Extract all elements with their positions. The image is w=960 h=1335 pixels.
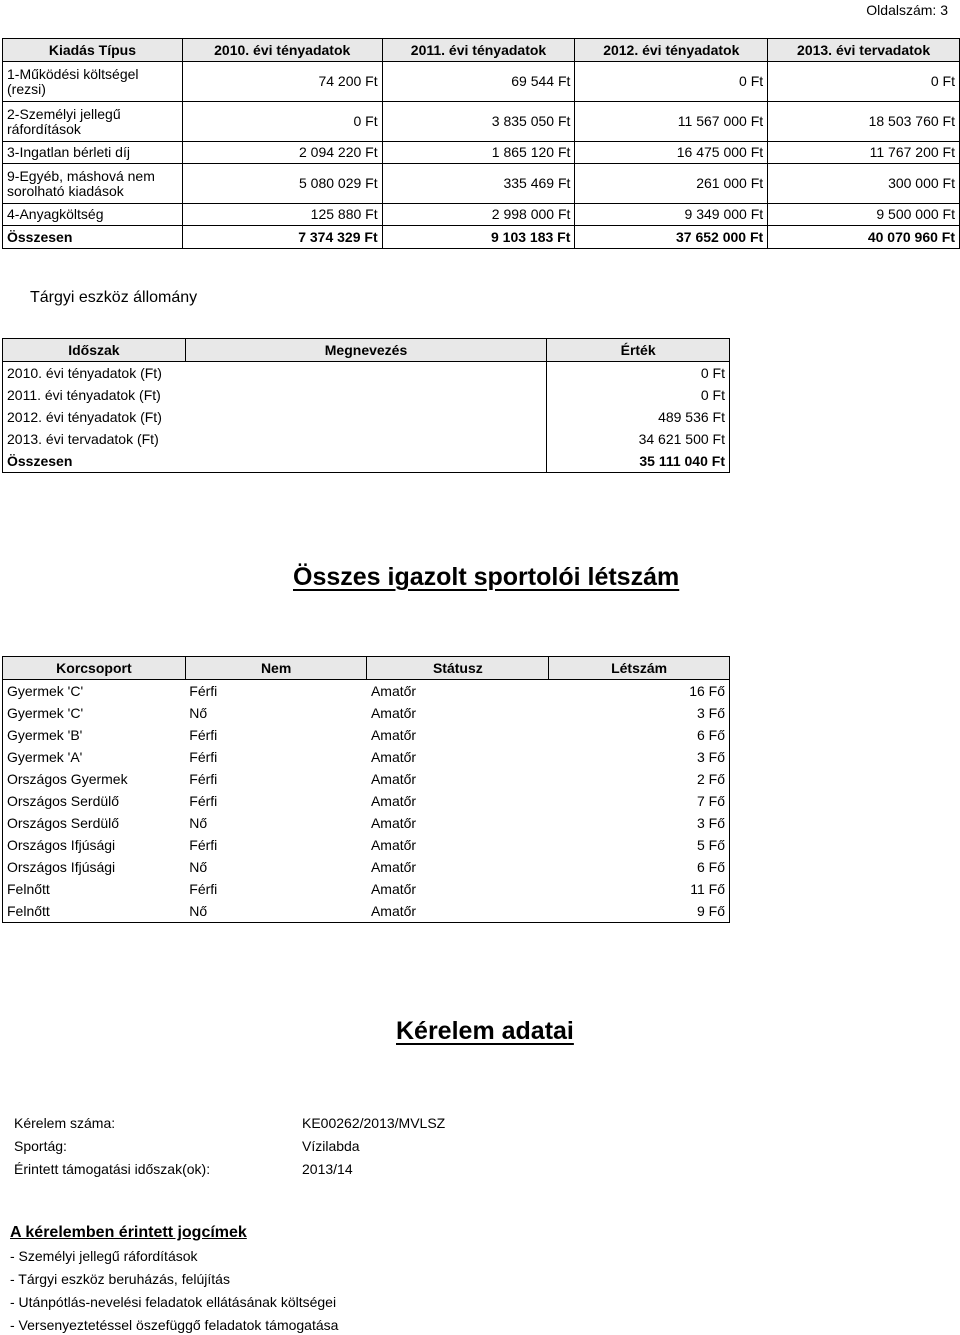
- athlete-age-group: Országos Ifjúsági: [3, 856, 186, 878]
- athlete-gender: Nő: [189, 704, 208, 721]
- athletes-row: [3, 900, 730, 923]
- athlete-age-group: Országos Serdülő: [3, 812, 186, 834]
- athlete-age-group: Országos Ifjúsági: [3, 834, 186, 856]
- athletes-header-status: Státusz: [367, 657, 549, 680]
- expense-value: 74 200 Ft: [182, 62, 382, 102]
- expenses-row: [3, 102, 960, 142]
- period-value: 2013/14: [302, 1161, 353, 1177]
- athlete-gender: Férfi: [189, 792, 218, 809]
- athlete-status: Amatőr: [370, 726, 417, 743]
- expenses-header-2013: 2013. évi tervadatok: [768, 39, 960, 62]
- athletes-row: [3, 746, 730, 768]
- expense-total-value: 40 070 960 Ft: [768, 226, 960, 249]
- expense-value: 300 000 Ft: [768, 164, 960, 204]
- expense-type-line1: 9-Egyéb, máshová nem: [7, 167, 155, 184]
- expense-value: 11 767 200 Ft: [768, 142, 960, 164]
- expense-type-line2: sorolható kiadások: [7, 182, 124, 199]
- asset-value: 34 621 500 Ft: [547, 428, 730, 450]
- athlete-gender: Férfi: [189, 836, 218, 853]
- expense-value: 125 880 Ft: [182, 204, 382, 226]
- expense-value: 11 567 000 Ft: [575, 102, 768, 142]
- page-number: Oldalszám: 3: [866, 2, 948, 18]
- expenses-header-2010: 2010. évi tényadatok: [182, 39, 382, 62]
- expense-total-value: 9 103 183 Ft: [382, 226, 575, 249]
- athlete-age-group: Gyermek 'B': [3, 724, 186, 746]
- expense-type-label: [3, 62, 183, 102]
- athlete-count: 16 Fő: [549, 680, 730, 703]
- expenses-table: [2, 38, 960, 249]
- title-item: - Személyi jellegű ráfordítások: [10, 1248, 198, 1264]
- request-number-label: Kérelem száma:: [14, 1115, 116, 1131]
- asset-name: [185, 384, 546, 406]
- athletes-header-gender: Nem: [185, 657, 367, 680]
- assets-row: [3, 428, 730, 450]
- athlete-gender: Nő: [189, 858, 208, 875]
- expenses-row: [3, 142, 960, 164]
- expenses-row: [3, 62, 960, 102]
- athlete-count: 5 Fő: [549, 834, 730, 856]
- asset-value: 0 Ft: [547, 362, 730, 385]
- sport-value: Vízilabda: [302, 1138, 360, 1154]
- expense-value: 9 500 000 Ft: [768, 204, 960, 226]
- athlete-count: 9 Fő: [549, 900, 730, 923]
- expense-value: 0 Ft: [575, 62, 768, 102]
- expense-value: 261 000 Ft: [575, 164, 768, 204]
- expense-type-label: 4-Anyagköltség: [3, 204, 183, 226]
- assets-table: [2, 338, 730, 473]
- expense-type-label: [3, 102, 183, 142]
- athletes-row: [3, 680, 730, 703]
- athletes-title: Összes igazolt sportolói létszám: [293, 563, 680, 591]
- asset-period: 2012. évi tényadatok (Ft): [3, 406, 186, 428]
- athlete-status: Amatőr: [370, 814, 417, 831]
- expense-value: 0 Ft: [182, 102, 382, 142]
- athletes-header-row: [3, 657, 730, 680]
- athlete-count: 2 Fő: [549, 768, 730, 790]
- athlete-status: Amatőr: [370, 704, 417, 721]
- title-item: - Utánpótlás-nevelési feladatok ellátásának költségei: [10, 1294, 337, 1310]
- expense-type-label: [3, 164, 183, 204]
- athletes-header-age-group: Korcsoport: [3, 657, 186, 680]
- athlete-status: Amatőr: [370, 792, 417, 809]
- athlete-age-group: Országos Serdülő: [3, 790, 186, 812]
- athlete-age-group: Felnőtt: [3, 900, 186, 923]
- athletes-row: [3, 790, 730, 812]
- expense-type-line2: (rezsi): [7, 80, 46, 97]
- expenses-row: [3, 204, 960, 226]
- request-title: Kérelem adatai: [396, 1017, 574, 1045]
- expense-value: 0 Ft: [768, 62, 960, 102]
- athlete-count: 6 Fő: [549, 856, 730, 878]
- assets-total-name: [185, 450, 546, 473]
- athlete-status: Amatőr: [370, 682, 417, 699]
- athlete-status: Amatőr: [370, 836, 417, 853]
- asset-value: 0 Ft: [547, 384, 730, 406]
- athlete-age-group: Gyermek 'C': [3, 702, 186, 724]
- asset-value: 489 536 Ft: [547, 406, 730, 428]
- expense-type-line1: 1-Működési költségel: [7, 65, 139, 82]
- athletes-header-count: Létszám: [549, 657, 730, 680]
- athletes-row: [3, 834, 730, 856]
- expenses-header-2012: 2012. évi tényadatok: [575, 39, 768, 62]
- expenses-row: [3, 164, 960, 204]
- athlete-age-group: Gyermek 'C': [3, 680, 186, 703]
- athlete-count: 3 Fő: [549, 746, 730, 768]
- athlete-count: 3 Fő: [549, 812, 730, 834]
- athlete-gender: Férfi: [189, 748, 218, 765]
- athletes-table: [2, 656, 730, 923]
- assets-row: [3, 384, 730, 406]
- expense-value: 335 469 Ft: [382, 164, 575, 204]
- assets-header-name: Megnevezés: [185, 339, 546, 362]
- assets-header-period: Időszak: [3, 339, 186, 362]
- expenses-header-row: [3, 39, 960, 62]
- expense-type-label: 3-Ingatlan bérleti díj: [3, 142, 183, 164]
- assets-header-value: Érték: [547, 339, 730, 362]
- athlete-count: 6 Fő: [549, 724, 730, 746]
- expense-type-line2: ráfordítások: [7, 120, 81, 137]
- athlete-age-group: Gyermek 'A': [3, 746, 186, 768]
- expense-type-line1: 2-Személyi jellegű: [7, 105, 121, 122]
- period-label: Érintett támogatási időszak(ok):: [14, 1161, 211, 1177]
- request-number-value: KE00262/2013/MVLSZ: [302, 1115, 446, 1131]
- expense-value: 16 475 000 Ft: [575, 142, 768, 164]
- athlete-age-group: Országos Gyermek: [3, 768, 186, 790]
- titles-heading: A kérelemben érintett jogcímek: [10, 1224, 247, 1241]
- assets-total-label: Összesen: [3, 450, 186, 473]
- athlete-status: Amatőr: [370, 770, 417, 787]
- expenses-header-type: Kiadás Típus: [3, 39, 183, 62]
- athlete-status: Amatőr: [367, 900, 549, 923]
- expense-value: 69 544 Ft: [382, 62, 575, 102]
- expense-value: 1 865 120 Ft: [382, 142, 575, 164]
- athletes-row: [3, 768, 730, 790]
- expense-total-value: 37 652 000 Ft: [575, 226, 768, 249]
- athlete-gender: Férfi: [189, 880, 218, 897]
- sport-label: Sportág:: [14, 1138, 67, 1154]
- expense-value: 3 835 050 Ft: [382, 102, 575, 142]
- athlete-gender: Férfi: [189, 682, 218, 699]
- athlete-count: 7 Fő: [549, 790, 730, 812]
- expenses-total-label: Összesen: [3, 226, 183, 249]
- title-item: - Versenyeztetéssel öszefüggő feladatok támogatása: [10, 1317, 339, 1333]
- athlete-count: 3 Fő: [549, 702, 730, 724]
- title-item: - Tárgyi eszköz beruházás, felújítás: [10, 1271, 230, 1287]
- expense-value: 2 998 000 Ft: [382, 204, 575, 226]
- athletes-row: [3, 878, 730, 900]
- expense-value: 18 503 760 Ft: [768, 102, 960, 142]
- athlete-count: 11 Fő: [549, 878, 730, 900]
- athlete-status: Amatőr: [370, 748, 417, 765]
- asset-name: [185, 406, 546, 428]
- assets-row: [3, 362, 730, 385]
- asset-name: [185, 362, 546, 385]
- assets-title: Tárgyi eszköz állomány: [30, 289, 198, 306]
- athletes-row: [3, 724, 730, 746]
- athlete-age-group: Felnőtt: [3, 878, 186, 900]
- asset-period: 2011. évi tényadatok (Ft): [3, 384, 186, 406]
- athlete-gender: Férfi: [189, 726, 218, 743]
- athlete-gender: Nő: [189, 814, 208, 831]
- expenses-header-2011: 2011. évi tényadatok: [382, 39, 575, 62]
- asset-period: 2010. évi tényadatok (Ft): [3, 362, 186, 385]
- assets-row: [3, 406, 730, 428]
- expense-total-value: 7 374 329 Ft: [182, 226, 382, 249]
- assets-total-row: [3, 450, 730, 473]
- expense-value: 9 349 000 Ft: [575, 204, 768, 226]
- assets-total-value: 35 111 040 Ft: [547, 450, 730, 473]
- athlete-status: Amatőr: [370, 880, 417, 897]
- athletes-row: [3, 856, 730, 878]
- athletes-row: [3, 702, 730, 724]
- expense-value: 5 080 029 Ft: [182, 164, 382, 204]
- asset-name: [185, 428, 546, 450]
- athletes-row: [3, 812, 730, 834]
- assets-header-row: [3, 339, 730, 362]
- expense-value: 2 094 220 Ft: [182, 142, 382, 164]
- athlete-status: Amatőr: [370, 858, 417, 875]
- asset-period: 2013. évi tervadatok (Ft): [3, 428, 186, 450]
- athletes-body: [3, 680, 730, 923]
- athlete-gender: Férfi: [189, 770, 218, 787]
- athlete-gender: Nő: [185, 900, 367, 923]
- expenses-total-row: [3, 226, 960, 249]
